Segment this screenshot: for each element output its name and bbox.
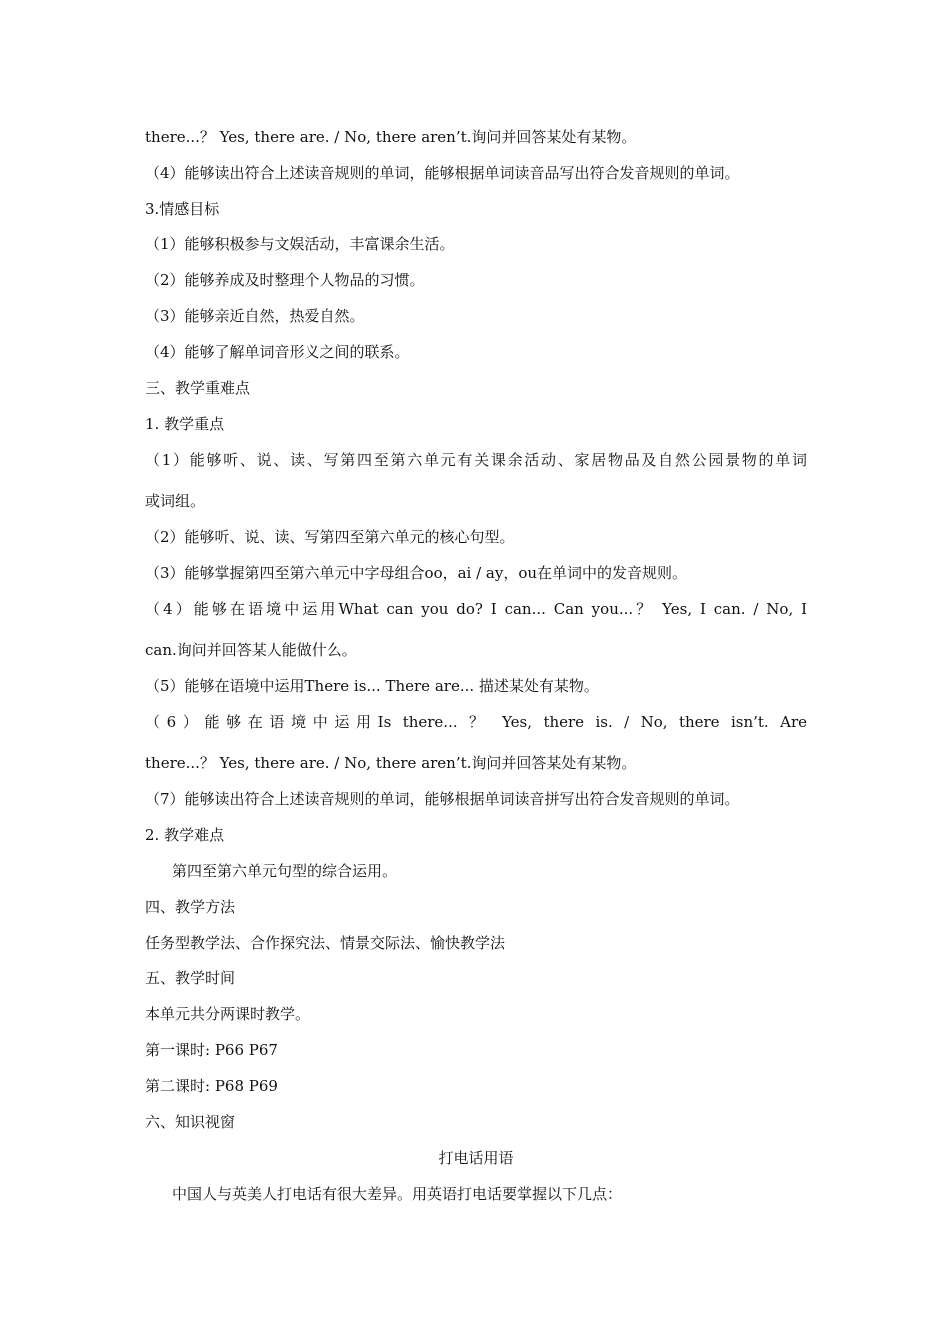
section-heading: 四、教学方法 — [145, 898, 236, 916]
text-line: （2）能够听、说、读、写第四至第六单元的核心句型。 — [145, 528, 515, 546]
text-line: there...？ Yes, there are. / No, there aren’t.询问并回答某处有某物。 — [145, 754, 637, 772]
text-line: 第二课时: P68 P69 — [145, 1077, 278, 1095]
text-line: （5）能够在语境中运用There is... There are... 描述某处有某物。 — [145, 677, 599, 695]
text-line: 或词组。 — [145, 492, 206, 510]
text-line: （3）能够亲近自然，热爱自然。 — [145, 307, 365, 325]
text-line: （3）能够掌握第四至第六单元中字母组合oo，ai / ay，ou在单词中的发音规则。 — [145, 564, 688, 582]
text-line: 第一课时: P66 P67 — [145, 1041, 278, 1059]
text-line: （2）能够养成及时整理个人物品的习惯。 — [145, 271, 425, 289]
text-line: （6）能够在语境中运用Is there... ？ Yes, there is. / No, there isn’t. Are — [145, 713, 807, 731]
text-line: （1）能够积极参与文娱活动，丰富课余生活。 — [145, 235, 455, 253]
section-heading: 五、教学时间 — [145, 969, 236, 987]
text-line: can.询问并回答某人能做什么。 — [145, 641, 357, 659]
text-line: 本单元共分两课时教学。 — [145, 1005, 311, 1023]
sub-heading: 1. 教学重点 — [145, 415, 225, 433]
section-heading: 三、教学重难点 — [145, 379, 251, 397]
text-line: （1）能够听、说、读、写第四至第六单元有关课余活动、家居物品及自然公园景物的单词 — [145, 451, 807, 469]
section-heading: 3.情感目标 — [145, 200, 220, 218]
text-line: （7）能够读出符合上述读音规则的单词，能够根据单词读音拼写出符合发音规则的单词。 — [145, 790, 740, 808]
text-line: 任务型教学法、合作探究法、情景交际法、愉快教学法 — [145, 934, 506, 952]
text-line: there...？ Yes, there are. / No, there aren’t.询问并回答某处有某物。 — [145, 128, 637, 146]
text-line: （4）能够读出符合上述读音规则的单词，能够根据单词读音品写出符合发音规则的单词。 — [145, 164, 740, 182]
text-line: 第四至第六单元句型的综合运用。 — [172, 862, 398, 880]
centered-title: 打电话用语 — [438, 1149, 514, 1167]
sub-heading: 2. 教学难点 — [145, 826, 225, 844]
text-line: 中国人与英美人打电话有很大差异。用英语打电话要掌握以下几点： — [172, 1185, 623, 1203]
text-line: （4）能够在语境中运用What can you do? I can... Can you...？ Yes, I can. / No, I — [145, 600, 807, 618]
section-heading: 六、知识视窗 — [145, 1113, 236, 1131]
text-line: （4）能够了解单词音形义之间的联系。 — [145, 343, 410, 361]
